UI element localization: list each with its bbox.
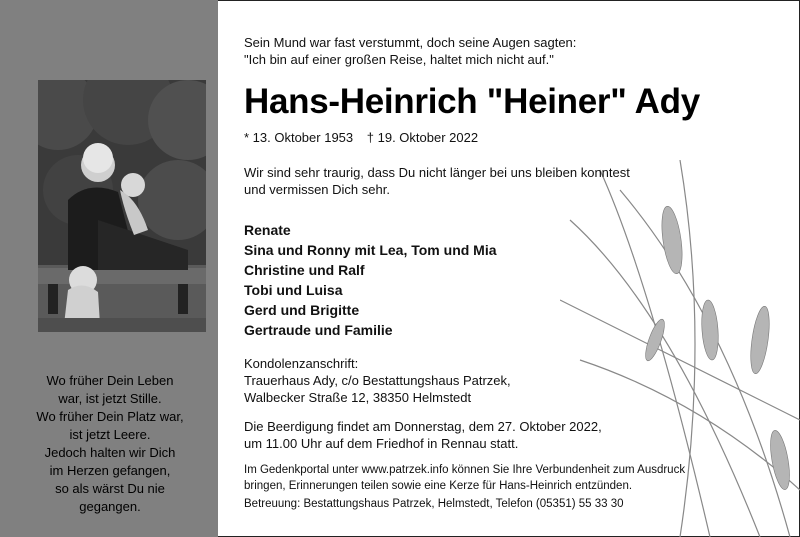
mourners-list xyxy=(244,220,497,340)
mourner: Christine und Ralf xyxy=(244,262,365,278)
message-line: Wir sind sehr traurig, dass Du nicht länger bei uns bleiben konntest xyxy=(244,165,630,180)
poem-line: ist jetzt Leere. xyxy=(69,427,151,442)
notice-main xyxy=(244,0,784,537)
birth-date: * 13. Oktober 1953 xyxy=(244,130,354,145)
poem-line: im Herzen gefangen, xyxy=(49,463,171,478)
poem-line: Wo früher Dein Platz war, xyxy=(36,409,184,424)
condolence-address xyxy=(244,355,511,406)
death-date: † 19. Oktober 2022 xyxy=(366,130,479,145)
mourner: Tobi und Luisa xyxy=(244,282,343,298)
portal-line: Im Gedenkportal unter www.patrzek.info können Sie Ihre Verbundenheit zum Ausdruck xyxy=(244,464,686,476)
address-line: Trauerhaus Ady, c/o Bestattungshaus Patrzek, xyxy=(244,373,511,388)
sidebar xyxy=(0,0,218,537)
poem-line: gegangen. xyxy=(79,499,141,514)
mourner: Renate xyxy=(244,222,291,238)
quote-line: Sein Mund war fast verstummt, doch seine Augen sagten: xyxy=(244,35,577,50)
poem-line: Wo früher Dein Leben xyxy=(46,373,174,388)
funeral-line: Die Beerdigung findet am Donnerstag, dem 27. Oktober 2022, xyxy=(244,419,602,434)
address-label: Kondolenzanschrift: xyxy=(244,356,359,371)
mourner: Gertraude und Familie xyxy=(244,322,393,338)
poem xyxy=(24,372,196,516)
care-info: Betreuung: Bestattungshaus Patrzek, Helmstedt, Telefon (05351) 55 33 30 xyxy=(244,498,624,510)
mourner: Gerd und Brigitte xyxy=(244,302,360,318)
quote xyxy=(244,34,576,68)
message-line: und vermissen Dich sehr. xyxy=(244,182,390,197)
mourner: Sina und Ronny mit Lea, Tom und Mia xyxy=(244,242,497,258)
funeral-info xyxy=(244,418,602,452)
address-line: Walbecker Straße 12, 38350 Helmstedt xyxy=(244,390,472,405)
deceased-name: Hans-Heinrich "Heiner" Ady xyxy=(244,82,700,121)
poem-line: so als wärst Du nie xyxy=(55,481,165,496)
portrait-photo xyxy=(38,80,206,332)
poem-line: war, ist jetzt Stille. xyxy=(58,391,162,406)
poem-line: Jedoch halten wir Dich xyxy=(44,445,176,460)
portal-line: bringen, Erinnerungen teilen sowie eine Kerze für Hans-Heinrich entzünden. xyxy=(244,480,633,492)
life-dates xyxy=(244,130,488,145)
quote-line: "Ich bin auf einer großen Reise, haltet mich nicht auf." xyxy=(244,52,554,67)
funeral-line: um 11.00 Uhr auf dem Friedhof in Rennau statt. xyxy=(244,436,519,451)
family-message xyxy=(244,164,630,198)
memorial-portal-info xyxy=(244,462,685,494)
